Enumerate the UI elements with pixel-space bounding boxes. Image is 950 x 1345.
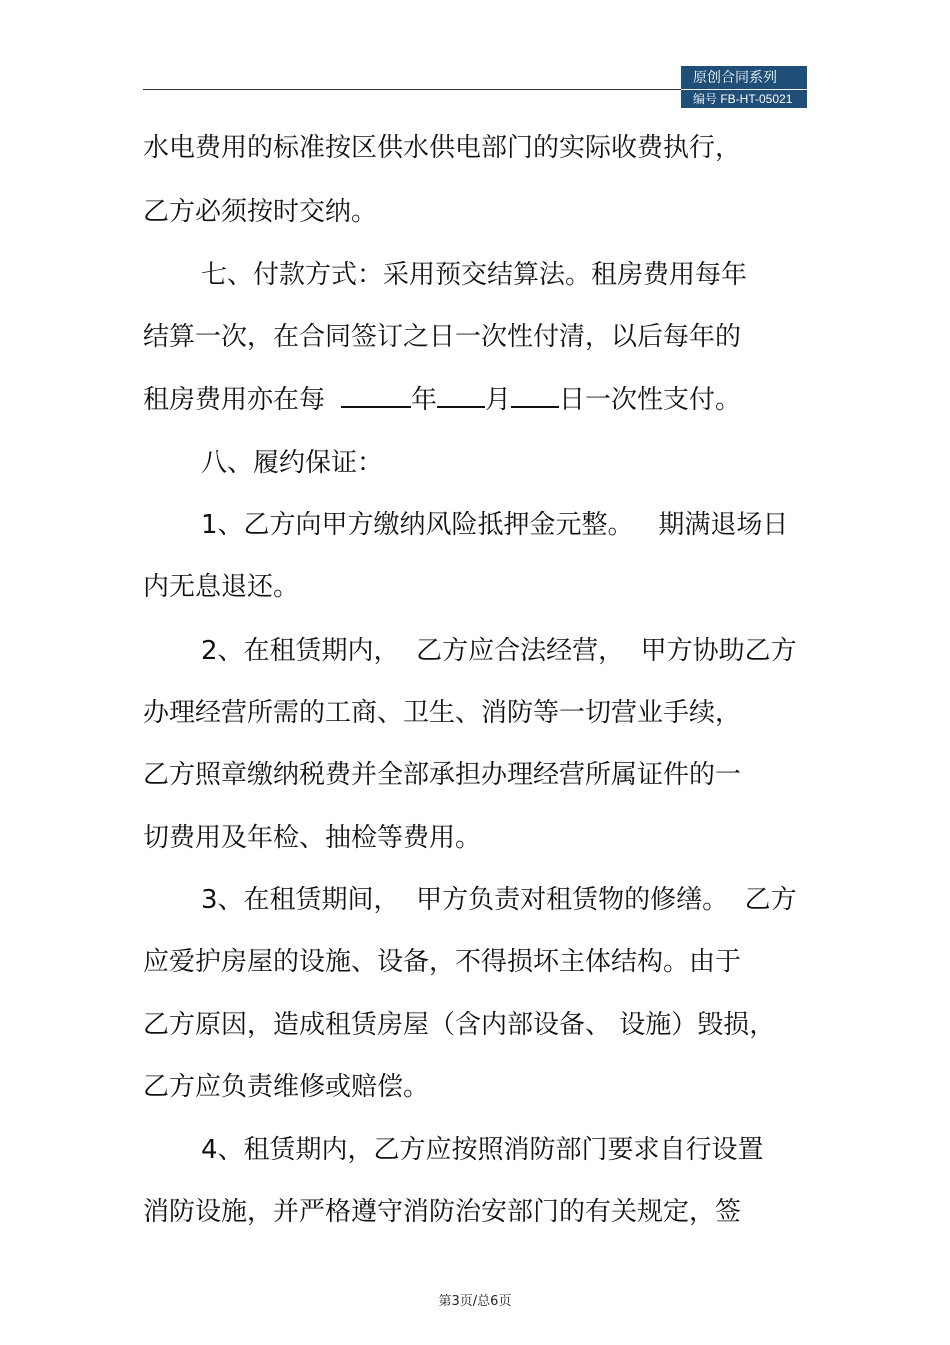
year-label: 年 [411, 385, 438, 415]
paragraph-line: 应爱护房屋的设施、设备，不得损坏主体结构。由于 [143, 947, 742, 977]
paragraph-line: 水电费用的标准按区供水供电部门的实际收费执行， [143, 133, 742, 163]
paragraph-line: 4、租赁期内，乙方应按照消防部门要求自行设置 [201, 1135, 764, 1165]
paragraph-line: 1、乙方向甲方缴纳风险抵押金元整。 期满退场日 [201, 510, 789, 540]
year-blank [341, 386, 411, 408]
document-code: 编号 FB-HT-05021 [693, 92, 793, 106]
paragraph-line: 七、付款方式：采用预交结算法。租房费用每年 [201, 260, 748, 290]
series-label: 原创合同系列 [681, 66, 807, 90]
header-rule [143, 89, 681, 90]
month-label: 月 [485, 385, 512, 415]
paragraph-line: 消防设施，并严格遵守消防治安部门的有关规定，签 [143, 1197, 742, 1227]
paragraph-line: 办理经营所需的工商、卫生、消防等一切营业手续， [143, 698, 742, 728]
paragraph-line: 乙方必须按时交纳。 [143, 197, 378, 227]
paragraph-line: 2、在租赁期内， 乙方应合法经营， 甲方协助乙方 [201, 636, 797, 666]
line-text: 日一次性支付。 [559, 385, 742, 415]
line-text: 租房费用亦在每 [143, 385, 326, 415]
month-blank [437, 386, 485, 408]
section-heading: 八、履约保证： [201, 448, 384, 478]
paragraph-line: 3、在租赁期间， 甲方负责对租赁物的修缮。 乙方 [201, 885, 797, 915]
paragraph-line: 结算一次，在合同签订之日一次性付清，以后每年的 [143, 322, 742, 352]
series-badge [681, 66, 807, 108]
paragraph-line: 乙方原因，造成租赁房屋（含内部设备、 设施）毁损， [143, 1010, 776, 1040]
paragraph-line: 乙方应负责维修或赔偿。 [143, 1072, 430, 1102]
page-indicator: 第3页/总6页 [438, 1294, 512, 1309]
day-blank [511, 386, 559, 408]
paragraph-line-with-blanks [143, 383, 741, 417]
paragraph-line: 切费用及年检、抽检等费用。 [143, 823, 482, 853]
paragraph-line: 内无息退还。 [143, 572, 300, 602]
paragraph-line: 乙方照章缴纳税费并全部承担办理经营所属证件的一 [143, 760, 742, 790]
